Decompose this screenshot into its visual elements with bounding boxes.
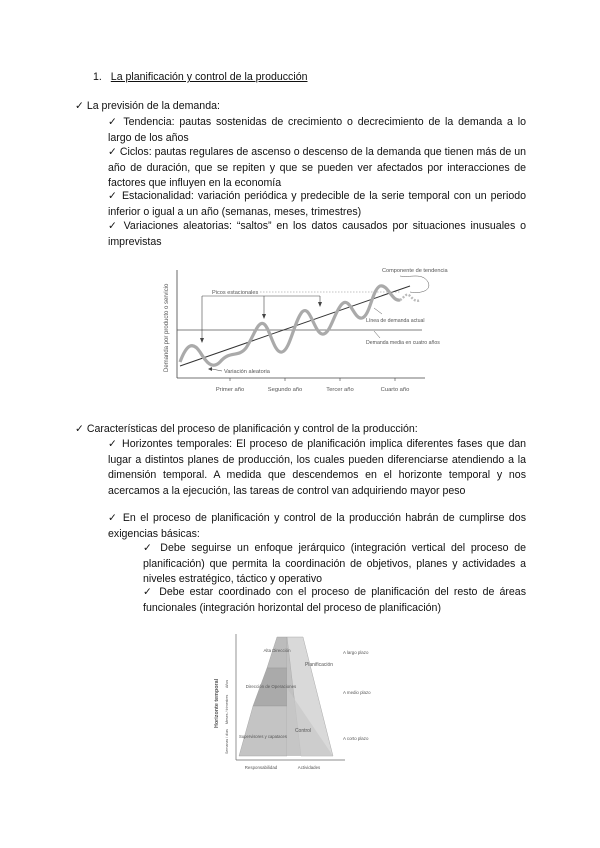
diagram-planning-label: Planificación xyxy=(304,662,334,668)
diagram-y-level: Semanas / días xyxy=(225,729,229,754)
diagram-y-level: Meses / trimestres xyxy=(225,694,229,724)
section2-subitem-hierarchical: ✓ Debe seguirse un enfoque jerárquico (integración vertical del proceso de planificación) que permita la coordinación de objetivos, planes y actividades a niveles estratégico, táctico y operativo xyxy=(143,542,526,585)
diagram-level-bottom: Supervisores y capataces xyxy=(239,734,287,739)
chart-projection xyxy=(400,295,420,301)
chart-arrowhead xyxy=(262,314,266,319)
chart-xtick-label: Primer año xyxy=(215,387,245,393)
diagram-y-axis-label: Horizonte temporal xyxy=(214,678,220,728)
diagram-x-right: Actividades xyxy=(297,765,321,770)
diagram-control-label: Control xyxy=(294,728,312,734)
diagram-level-top: Alta Dirección xyxy=(263,648,291,653)
chart-annotation-average: Demanda media en cuatro años xyxy=(366,340,440,346)
chart-arrowhead xyxy=(208,367,212,371)
chart-annotation-trend: Componente de tendencia xyxy=(382,268,448,274)
section2-title: ✓ Características del proceso de planificación y control de la producción: xyxy=(75,423,418,435)
heading xyxy=(93,70,308,86)
section1-item-seasonality: ✓ Estacionalidad: variación periódica y predecible de la serie temporal con un periodo inferior o igual a un año (semanas, meses, trimestres) xyxy=(108,190,526,218)
demand-chart xyxy=(160,262,448,408)
chart-trend-pointer xyxy=(400,276,429,293)
section1-item-trend: ✓ Tendencia: pautas sostenidas de crecimiento o decrecimiento de la demanda a lo largo de los años xyxy=(108,116,526,144)
chart-annotation-actual: Línea de demanda actual xyxy=(366,318,425,324)
section2-item-requirements: ✓ En el proceso de planificación y control de la producción habrán de cumplirse dos exigencias básicas: xyxy=(108,512,526,540)
chart-actual-demand xyxy=(180,286,400,365)
section1-item-cycles: ✓ Ciclos: pautas regulares de ascenso o descenso de la demanda que tienen más de un año de duración, que se repiten y que se pueden ver afectados por interacciones de factores que influyen en la economía xyxy=(108,146,526,189)
chart-xtick-label: Tercer año xyxy=(326,387,354,393)
chart-annotation-peaks: Picos estacionales xyxy=(212,290,259,296)
chart-xtick-label: Segundo año xyxy=(267,387,303,393)
diagram-horizon-long: A largo plazo xyxy=(343,650,369,655)
chart-actual-pointer xyxy=(374,308,382,314)
section1-title: ✓ La previsión de la demanda: xyxy=(75,100,220,112)
diagram-horizon-short: A corto plazo xyxy=(343,736,369,741)
chart-average-pointer xyxy=(374,331,380,338)
chart-random-pointer xyxy=(212,369,222,371)
diagram-x-left: Responsabilidad xyxy=(244,765,278,770)
diagram-y-level: Años xyxy=(225,679,229,688)
chart-arrowhead xyxy=(318,302,322,307)
heading-title: La planificación y control de la producción xyxy=(110,71,308,83)
chart-xtick-label: Cuarto año xyxy=(380,387,410,393)
section2-item-horizons: ✓ Horizontes temporales: El proceso de planificación implica diferentes fases que dan lugar a distintos planes de producción, los cuales pueden diferenciarse atendiendo a la dimensión temporal. A medida que descendemos en el horizonte temporal y nos acercamos a la ejecución, las tareas de control van adquiriendo mayor peso xyxy=(108,438,526,497)
chart-arrowhead xyxy=(200,338,204,343)
heading-number: 1. xyxy=(93,71,102,83)
diagram-horizon-medium: A medio plazo xyxy=(343,690,371,695)
chart-annotation-random: Variación aleatoria xyxy=(224,369,270,375)
chart-ylabel: Demanda por producto o servicio xyxy=(164,283,170,372)
planning-hierarchy-diagram xyxy=(205,628,390,772)
diagram-tier-bottom xyxy=(239,706,287,756)
section2-subitem-coordinated: ✓ Debe estar coordinado con el proceso de planificación del resto de áreas funcionales (integración horizontal del proceso de planificación) xyxy=(143,586,526,614)
section1-item-random: ✓ Variaciones aleatorias: “saltos” en los datos causados por situaciones inusuales o imprevistas xyxy=(108,220,526,248)
diagram-level-middle: Dirección de Operaciones xyxy=(245,684,297,689)
